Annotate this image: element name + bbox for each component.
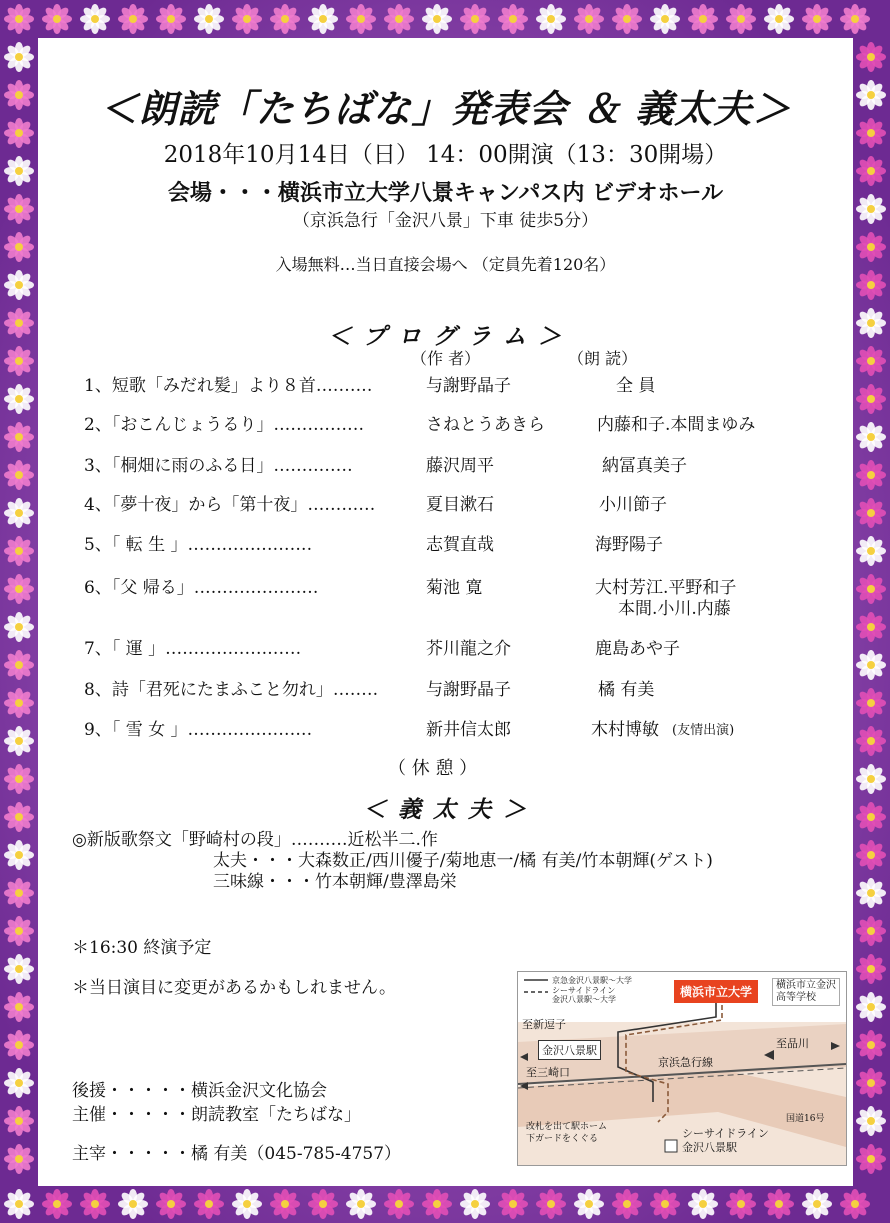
organizer-line: 主宰・・・・・橘 有美（045-785-4757） xyxy=(72,1144,402,1164)
flower-icon xyxy=(42,1189,72,1219)
flower-icon xyxy=(4,764,34,794)
flower-icon xyxy=(498,4,528,34)
map-route16: 国道16号 xyxy=(786,1114,825,1124)
flyer-content xyxy=(38,38,853,1186)
flower-icon xyxy=(802,1189,832,1219)
map-gate-note1: 改札を出て駅ホーム xyxy=(526,1122,608,1132)
flower-icon xyxy=(4,612,34,642)
flower-icon xyxy=(4,840,34,870)
flower-icon xyxy=(856,764,886,794)
flower-icon xyxy=(4,1106,34,1136)
flower-icon xyxy=(4,308,34,338)
program-reader: 納冨真美子 xyxy=(602,456,687,476)
program-reader: 木村博敏 xyxy=(591,720,659,740)
gidayu-heading: ＜ 義 太 夫 ＞ xyxy=(362,796,529,823)
flower-icon xyxy=(856,232,886,262)
flower-icon xyxy=(856,954,886,984)
flower-icon xyxy=(856,270,886,300)
change-notice: ＊当日演目に変更があるかもしれません。 xyxy=(72,978,397,998)
program-title: 5、「 転 生 」‥‥‥‥‥‥‥‥‥‥‥ xyxy=(84,535,313,555)
admission-info: 入場無料…当日直接会場へ （定員先着120名） xyxy=(275,255,616,274)
host-line: 主催・・・・・朗読教室「たちばな」 xyxy=(72,1105,361,1125)
flower-icon xyxy=(4,422,34,452)
flower-icon xyxy=(856,612,886,642)
flower-icon xyxy=(270,1189,300,1219)
flower-icon xyxy=(156,4,186,34)
flower-icon xyxy=(232,1189,262,1219)
flower-icon xyxy=(4,118,34,148)
flower-icon xyxy=(80,1189,110,1219)
map-legend-keikyu: 京急金沢八景駅～大学 xyxy=(552,976,632,985)
map-highschool-line1: 横浜市立金沢 xyxy=(776,980,836,991)
flower-icon xyxy=(856,156,886,186)
flower-icon xyxy=(194,4,224,34)
flower-icon xyxy=(232,4,262,34)
flower-icon xyxy=(118,4,148,34)
program-reader: 大村芳江.平野和子 xyxy=(595,578,737,598)
event-venue: 会場・・・横浜市立大学八景キャンパス内 ビデオホール xyxy=(167,180,724,206)
flower-icon xyxy=(856,346,886,376)
program-author: 夏目漱石 xyxy=(426,495,494,515)
flower-icon xyxy=(650,4,680,34)
flower-icon xyxy=(4,384,34,414)
program-author: さねとうあきら xyxy=(426,415,545,435)
flower-icon xyxy=(840,1189,870,1219)
flower-icon xyxy=(4,802,34,832)
program-author: 与謝野晶子 xyxy=(426,680,511,700)
flower-icon xyxy=(4,688,34,718)
map-seaside-station2: 金沢八景駅 xyxy=(682,1141,737,1154)
flower-icon xyxy=(4,498,34,528)
flower-icon xyxy=(856,42,886,72)
flower-icon xyxy=(856,1068,886,1098)
program-reader: 小川節子 xyxy=(599,495,667,515)
flower-icon xyxy=(4,878,34,908)
flower-icon xyxy=(764,4,794,34)
flower-icon xyxy=(194,1189,224,1219)
flower-icon xyxy=(856,688,886,718)
flower-icon xyxy=(4,194,34,224)
map-legend-seaside: シーサイドライン xyxy=(552,986,616,995)
flower-icon xyxy=(856,1106,886,1136)
flower-icon xyxy=(4,992,34,1022)
map-highschool-line2: 高等学校 xyxy=(776,992,816,1003)
program-author: 芥川龍之介 xyxy=(426,639,511,659)
flower-icon xyxy=(4,1189,34,1219)
flower-icon xyxy=(308,1189,338,1219)
flower-icon xyxy=(384,4,414,34)
flower-icon xyxy=(422,1189,452,1219)
venue-access: （京浜急行「金沢八景」下車 徒歩5分） xyxy=(292,211,599,231)
flower-icon xyxy=(346,1189,376,1219)
flower-icon xyxy=(856,726,886,756)
flower-icon xyxy=(856,1144,886,1174)
program-reader: 海野陽子 xyxy=(595,535,663,555)
program-title: 6、「父 帰る」‥‥‥‥‥‥‥‥‥‥‥ xyxy=(84,578,319,598)
flower-icon xyxy=(856,194,886,224)
flower-icon xyxy=(688,1189,718,1219)
support-line: 後援・・・・・横浜金沢文化協会 xyxy=(72,1081,327,1101)
flower-icon xyxy=(498,1189,528,1219)
flower-icon xyxy=(460,1189,490,1219)
end-time-note: ＊16:30 終演予定 xyxy=(72,938,212,958)
flower-icon xyxy=(4,270,34,300)
flower-icon xyxy=(802,4,832,34)
program-author: 与謝野晶子 xyxy=(426,376,511,396)
flower-icon xyxy=(4,1030,34,1060)
flower-icon xyxy=(4,726,34,756)
flower-icon xyxy=(4,232,34,262)
flower-icon xyxy=(574,4,604,34)
map-legend-seaside-route: 金沢八景駅～大学 xyxy=(552,995,616,1004)
flower-icon xyxy=(118,1189,148,1219)
flower-icon xyxy=(856,840,886,870)
program-author: 藤沢周平 xyxy=(426,456,494,476)
map-station-label: 金沢八景駅 xyxy=(538,1040,601,1060)
flower-icon xyxy=(536,4,566,34)
program-title: 9、「 雪 女 」‥‥‥‥‥‥‥‥‥‥‥ xyxy=(84,720,313,740)
map-keikyu-line: 京浜急行線 xyxy=(658,1056,713,1069)
flower-icon xyxy=(856,992,886,1022)
program-title: 8、詩「君死にたまふこと勿れ」‥‥‥‥ xyxy=(84,680,379,700)
flower-icon xyxy=(80,4,110,34)
flower-icon xyxy=(856,422,886,452)
flower-icon xyxy=(612,1189,642,1219)
program-title: 3、「桐畑に雨のふる日」‥‥‥‥‥‥‥ xyxy=(84,456,353,476)
flower-icon xyxy=(422,4,452,34)
flower-icon xyxy=(4,574,34,604)
flower-icon xyxy=(4,916,34,946)
flower-icon xyxy=(856,460,886,490)
map-to-misakiguchi: 至三崎口 xyxy=(526,1066,570,1079)
flower-icon xyxy=(612,4,642,34)
flower-icon xyxy=(156,1189,186,1219)
program-author: 志賀直哉 xyxy=(426,535,494,555)
flower-icon xyxy=(856,878,886,908)
program-reader: 内藤和子.本間まゆみ xyxy=(597,415,756,435)
map-to-shinagawa: 至品川 xyxy=(776,1037,809,1050)
map-gate-note2: 下ガードをくぐる xyxy=(526,1134,599,1144)
program-reader: 鹿島あや子 xyxy=(595,639,680,659)
flower-icon xyxy=(4,4,34,34)
flower-icon xyxy=(536,1189,566,1219)
flower-icon xyxy=(856,308,886,338)
flower-icon xyxy=(460,4,490,34)
flower-icon xyxy=(840,4,870,34)
flower-icon xyxy=(856,80,886,110)
flower-icon xyxy=(4,954,34,984)
flower-icon xyxy=(384,1189,414,1219)
program-reader-extra: 本間.小川.内藤 xyxy=(618,599,731,619)
event-date-time: 2018年10月14日（日） 14：00開演（13：30開場） xyxy=(163,142,728,168)
program-author: 菊池 寛 xyxy=(426,578,483,598)
flower-icon xyxy=(856,384,886,414)
flower-icon xyxy=(856,574,886,604)
author-column-header: （作 者） xyxy=(411,349,481,368)
flower-icon xyxy=(4,536,34,566)
flower-icon xyxy=(856,650,886,680)
program-title: 4、「夢十夜」から「第十夜」‥‥‥‥‥‥ xyxy=(84,495,376,515)
flower-icon xyxy=(856,802,886,832)
flower-icon xyxy=(42,4,72,34)
flower-icon xyxy=(856,498,886,528)
flower-icon xyxy=(650,1189,680,1219)
flower-icon xyxy=(4,346,34,376)
flower-icon xyxy=(308,4,338,34)
flower-icon xyxy=(4,42,34,72)
gidayu-tayu: 太夫・・・大森数正/西川優子/菊地恵一/橘 有美/竹本朝輝(ゲスト) xyxy=(213,851,713,871)
flower-icon xyxy=(4,1068,34,1098)
map-highschool-label xyxy=(772,978,840,1006)
access-map xyxy=(517,971,847,1166)
guest-appearance-note: (友情出演) xyxy=(672,723,735,738)
flower-icon xyxy=(270,4,300,34)
flower-icon xyxy=(764,1189,794,1219)
program-author: 新井信太郎 xyxy=(426,720,511,740)
flower-icon xyxy=(688,4,718,34)
program-title: 7、「 運 」‥‥‥‥‥‥‥‥‥‥‥‥ xyxy=(84,639,302,659)
map-seaside-station1: シーサイドライン xyxy=(682,1127,769,1140)
reader-column-header: （朗 読） xyxy=(568,349,638,368)
flower-icon xyxy=(726,1189,756,1219)
flower-icon xyxy=(4,80,34,110)
flower-icon xyxy=(4,650,34,680)
flower-icon xyxy=(726,4,756,34)
gidayu-piece: ◎新版歌祭文「野崎村の段」‥‥‥‥‥近松半二.作 xyxy=(72,830,438,850)
program-title: 1、短歌「みだれ髪」より８首‥‥‥‥‥ xyxy=(84,376,373,396)
map-university-label: 横浜市立大学 xyxy=(674,980,758,1003)
intermission: （ 休 憩 ） xyxy=(388,758,478,779)
flower-icon xyxy=(4,460,34,490)
program-heading: ＜ プ ロ グ ラ ム ＞ xyxy=(327,323,564,350)
program-title: 2、「おこんじょうるり」‥‥‥‥‥‥‥‥ xyxy=(84,415,365,435)
flower-icon xyxy=(856,536,886,566)
flower-icon xyxy=(856,916,886,946)
program-reader: 全 員 xyxy=(616,376,656,396)
flower-icon xyxy=(856,1030,886,1060)
gidayu-shamisen: 三味線・・・竹本朝輝/豊澤島栄 xyxy=(213,872,457,892)
flower-icon xyxy=(856,118,886,148)
event-title: ＜朗読「たちばな」発表会 ＆ 義太夫＞ xyxy=(99,86,792,131)
program-reader: 橘 有美 xyxy=(598,680,655,700)
flower-icon xyxy=(346,4,376,34)
map-to-shinzushi: 至新逗子 xyxy=(522,1018,566,1031)
flower-icon xyxy=(574,1189,604,1219)
flower-icon xyxy=(4,156,34,186)
flower-icon xyxy=(4,1144,34,1174)
